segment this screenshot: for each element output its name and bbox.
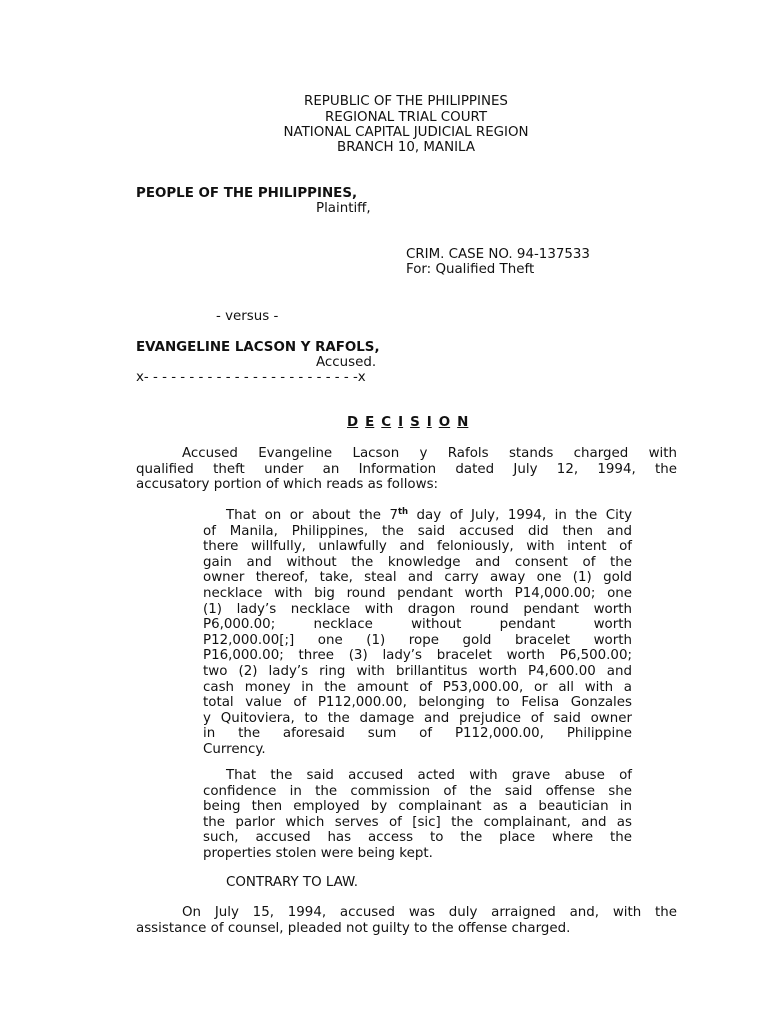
decision-letter: C	[381, 415, 392, 430]
quote1-line: y Quitoviera, to the damage and prejudice of said owner	[203, 710, 632, 726]
quote1-line: gain and without the knowledge and consent of the	[203, 554, 632, 570]
arraignment-line: On July 15, 1994, accused was duly arraigned and, with the	[182, 905, 677, 920]
information-quote-paragraph-2	[203, 768, 632, 862]
quote1-line: necklace with big round pendant worth P14,000.00; one	[203, 585, 632, 601]
decision-letter: E	[365, 415, 375, 430]
arraignment-line: assistance of counsel, pleaded not guilty to the offense charged.	[136, 920, 571, 936]
quote1-first-post: day of July, 1994, in the City	[408, 508, 632, 523]
quote1-line: Currency.	[203, 741, 266, 757]
quote2-line: being then employed by complainant as a beautician in	[203, 799, 632, 815]
quote1-line: (1) lady’s necklace with dragon round pendant worth	[203, 601, 632, 617]
quote1-ordinal-suffix: th	[397, 507, 409, 517]
quote2-line: That the said accused acted with grave abuse of	[226, 768, 632, 783]
decision-letter: S	[410, 415, 420, 430]
header-line-branch: BRANCH 10, MANILA	[337, 140, 475, 155]
intro-line: Accused Evangeline Lacson y Rafols stands charged with	[182, 446, 677, 461]
quote1-first-pre: That on or about the 7	[226, 508, 398, 523]
quote1-line: there willfully, unlawfully and feloniously, with intent of	[203, 539, 632, 555]
quote2-line: properties stolen were being kept.	[203, 845, 433, 861]
accused-name: EVANGELINE LACSON Y RAFOLS,	[136, 340, 380, 355]
quote1-first-line	[203, 508, 632, 524]
decision-letter: I	[398, 415, 404, 430]
plaintiff-role: Plaintiff,	[316, 201, 371, 216]
quote2-line: confidence in the commission of the said offense she	[203, 783, 632, 799]
versus-label: - versus -	[216, 309, 279, 324]
quote1-line: P16,000.00; three (3) lady’s bracelet worth P6,500.00;	[203, 648, 632, 664]
arraignment-paragraph	[136, 905, 677, 936]
contrary-to-law: CONTRARY TO LAW.	[226, 875, 359, 890]
decision-letter: O	[438, 415, 451, 430]
quote1-line: two (2) lady’s ring with brillantitus worth P4,600.00 and	[203, 663, 632, 679]
header-line-court: REGIONAL TRIAL COURT	[324, 110, 488, 125]
case-offense: For: Qualified Theft	[406, 262, 535, 277]
header-line-region: NATIONAL CAPITAL JUDICIAL REGION	[283, 125, 529, 140]
accused-role: Accused.	[316, 355, 377, 370]
decision-letter: I	[426, 415, 432, 430]
quote1-line: owner thereof, take, steal and carry away one (1) gold	[203, 570, 632, 586]
quote1-line: cash money in the amount of P53,000.00, or all with a	[203, 679, 632, 695]
decision-title	[347, 415, 468, 430]
header-line-republic: REPUBLIC OF THE PHILIPPINES	[304, 94, 508, 109]
quote1-line: total value of P112,000.00, belonging to Felisa Gonzales	[203, 695, 632, 711]
case-number: CRIM. CASE NO. 94-137533	[406, 247, 590, 262]
quote2-line: the parlor which serves of [sic] the complainant, and as	[203, 814, 632, 830]
caption-separator: x- - - - - - - - - - - - - - - - - - - - - - - -x	[136, 370, 366, 385]
decision-letter: D	[347, 415, 359, 430]
plaintiff-name: PEOPLE OF THE PHILIPPINES,	[136, 186, 358, 201]
intro-line: accusatory portion of which reads as follows:	[136, 477, 439, 493]
quote1-line: P6,000.00; necklace without pendant worth	[203, 617, 632, 633]
quote1-line: of Manila, Philippines, the said accused did then and	[203, 523, 632, 539]
quote1-line: in the aforesaid sum of P112,000.00, Philippine	[203, 726, 632, 742]
intro-line: qualified theft under an Information dated July 12, 1994, the	[136, 461, 677, 477]
intro-paragraph	[136, 446, 677, 493]
quote2-line: such, accused has access to the place where the	[203, 830, 632, 846]
decision-letter: N	[457, 415, 469, 430]
information-quote-paragraph-1	[203, 508, 632, 758]
quote1-line: P12,000.00[;] one (1) rope gold bracelet worth	[203, 632, 632, 648]
